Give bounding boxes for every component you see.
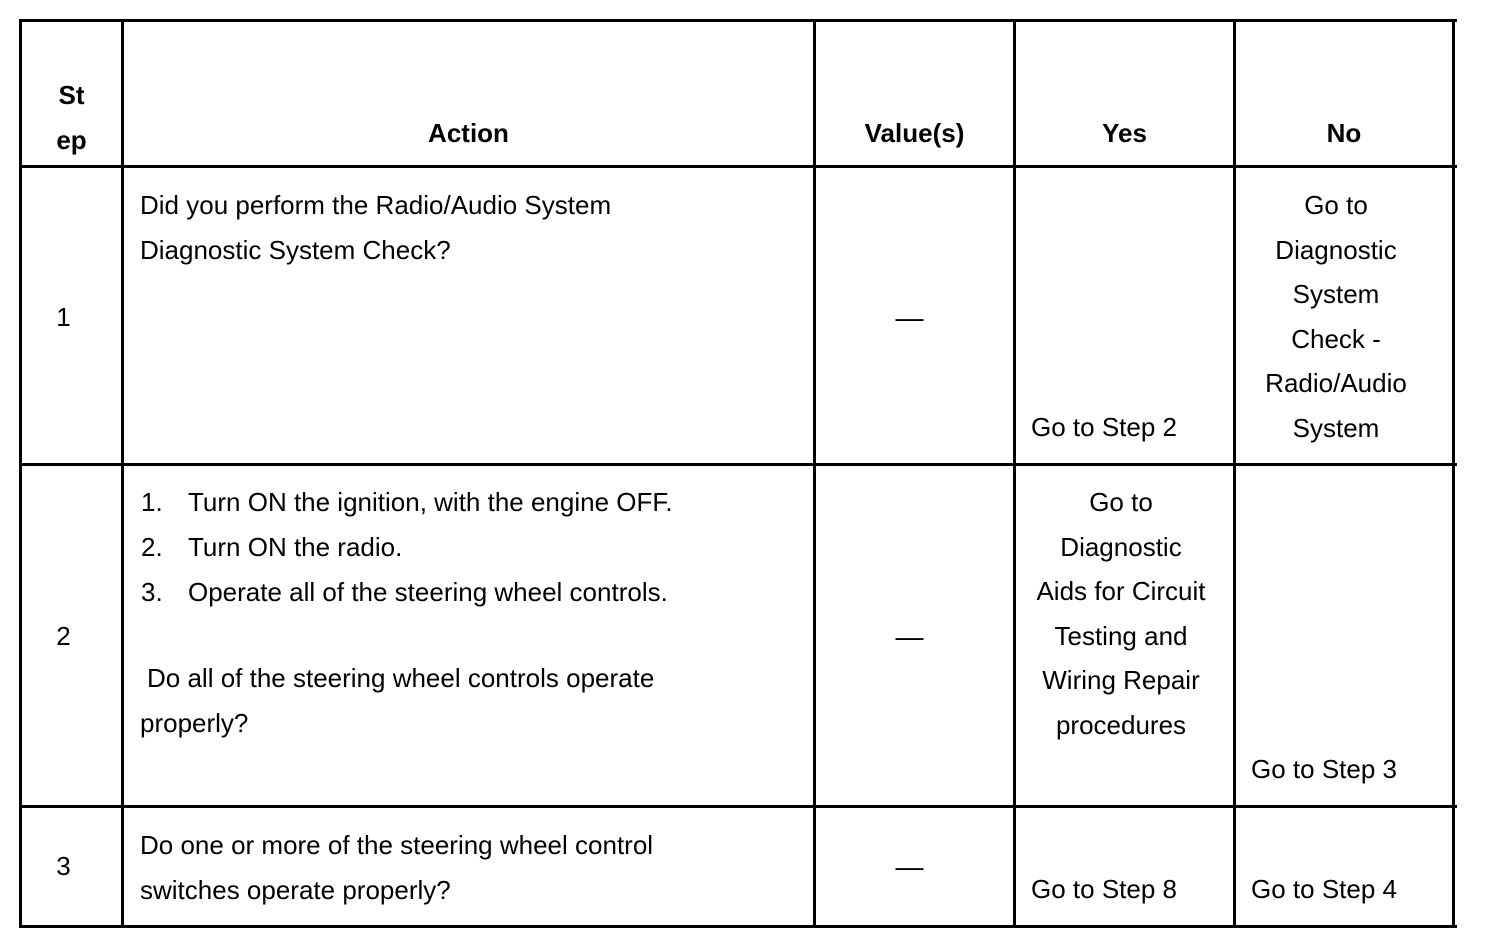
no-link[interactable]: Go to Step 3 <box>1251 754 1397 784</box>
action-list-item <box>141 480 673 525</box>
no-line: Radio/Audio <box>1265 368 1407 398</box>
action-list-item <box>141 525 402 570</box>
action-question <box>140 656 654 745</box>
header-action: Action <box>428 118 509 148</box>
action-line: Do one or more of the steering wheel control <box>140 830 654 860</box>
value-dash: — <box>895 621 924 652</box>
no-line: Go to <box>1304 190 1368 220</box>
step-number: 3 <box>56 851 71 881</box>
yes-link[interactable]: Go to Step 2 <box>1031 412 1177 442</box>
action-line: Diagnostic System Check? <box>140 234 451 265</box>
header-step-line: St <box>58 80 85 110</box>
header-step <box>22 73 121 162</box>
no-line: Check - <box>1291 323 1381 354</box>
action-list-item <box>141 570 668 615</box>
action-line: Did you perform the Radio/Audio System <box>140 190 612 220</box>
header-step-line: ep <box>56 124 87 155</box>
no-link[interactable]: Go to Step 4 <box>1251 874 1397 904</box>
list-text: Turn ON the radio. <box>188 532 403 562</box>
action-text <box>140 823 653 912</box>
step-number: 2 <box>56 621 71 651</box>
yes-line: Testing and <box>1054 620 1188 651</box>
no-line: System <box>1292 279 1380 309</box>
value-dash: — <box>895 851 924 882</box>
yes-link[interactable]: Go to Step 8 <box>1031 874 1177 904</box>
yes-line: Diagnostic <box>1060 531 1182 562</box>
list-number: 1. <box>141 487 163 517</box>
list-text: Operate all of the steering wheel controls. <box>188 577 668 607</box>
no-line: System <box>1292 412 1380 443</box>
yes-line: Aids for Circuit <box>1036 576 1206 606</box>
value-dash: — <box>895 302 924 333</box>
header-yes: Yes <box>1102 118 1147 148</box>
yes-line: Wiring Repair <box>1042 665 1200 695</box>
action-line: switches operate properly? <box>140 874 451 905</box>
action-line: properly? <box>140 707 249 738</box>
yes-link[interactable] <box>1016 480 1226 747</box>
list-text: Turn ON the ignition, with the engine OFF. <box>188 487 673 517</box>
step-number: 1 <box>56 302 71 332</box>
list-number: 3. <box>141 577 163 607</box>
table-border-right <box>1452 19 1455 928</box>
row-divider-1 <box>19 463 1457 466</box>
no-line: Diagnostic <box>1275 234 1397 265</box>
list-number: 2. <box>141 532 163 562</box>
yes-line: Go to <box>1089 487 1153 517</box>
table-border-bottom <box>19 925 1457 928</box>
header-no: No <box>1326 118 1362 148</box>
header-divider <box>19 165 1457 168</box>
row-divider-2 <box>19 805 1457 808</box>
action-text <box>140 183 611 272</box>
action-line: Do all of the steering wheel controls operate <box>147 663 655 693</box>
table-border-top <box>19 19 1457 22</box>
no-link[interactable] <box>1236 183 1436 450</box>
header-values: Value(s) <box>864 118 965 148</box>
yes-line: procedures <box>1055 709 1187 740</box>
